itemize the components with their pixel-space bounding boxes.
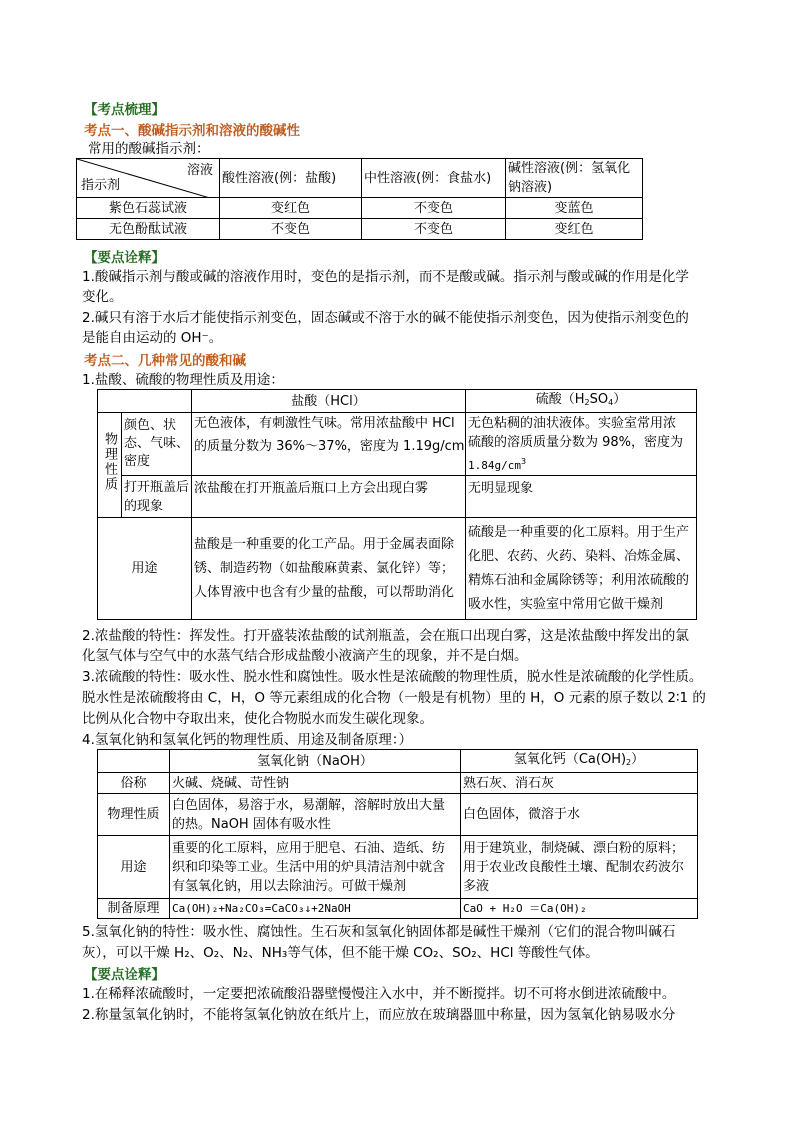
note-line: 变化。 — [82, 289, 123, 305]
empty-header-cell — [98, 750, 170, 773]
note-line: 是能自由运动的 OH⁻。 — [82, 330, 223, 346]
table-cell: 无色液体，有刺激性气味。常用浓盐酸中 HCl 的质量分数为 36%～37%，密度为 1.19g/cm — [192, 413, 466, 476]
paragraph-5: 灰），可以干燥 H₂、O₂、N₂、NH₃等气体，但不能干燥 CO₂、SO₂、HCl 等酸性气体。 — [82, 945, 599, 961]
group-label-cell — [98, 413, 122, 518]
empty-header-cell — [98, 390, 192, 413]
paragraph-1: 1.盐酸、硫酸的物理性质及用途： — [82, 372, 284, 388]
row-label: 无色酚酞试液 — [77, 219, 220, 240]
section-tag: 【考点梳理】 — [84, 102, 165, 118]
group-label: 物理性质 — [102, 432, 117, 492]
table-cell: 浓盐酸在打开瓶盖后瓶口上方会出现白雾 — [192, 476, 466, 518]
corner-top-label: 溶液 — [186, 163, 213, 178]
intro-text: 常用的酸碱指示剂： — [88, 141, 210, 157]
header-hcl: 盐酸（HCl） — [192, 390, 466, 413]
table-cell: 重要的化工原料，应用于肥皂、石油、造纸、纺 织和印染等工业。生活中用的炉具清洁剂中就含 有氢氧化钠，用以去除油污。可做干燥剂 — [170, 836, 461, 899]
table-cell: 不变色 — [362, 219, 506, 240]
table-cell: 不变色 — [220, 219, 362, 240]
row-label: 用途 — [98, 518, 192, 620]
paragraph-3: 比例从化合物中夺取出来，使化合物脱水而发生碳化现象。 — [82, 711, 433, 727]
table-row — [98, 413, 697, 476]
table-cell: 白色固体，易溶于水，易潮解，溶解时放出大量 的热。NaOH 固体有吸水性 — [170, 794, 461, 836]
paragraph-3: 3.浓硫酸的特性：吸水性、脱水性和腐蚀性。吸水性是浓硫酸的物理性质，脱水性是浓硫酸的化学性质。 — [82, 669, 703, 685]
table-header-cell: 中性溶液(例：食盐水) — [362, 159, 506, 198]
table-row — [98, 794, 698, 836]
acid-table — [97, 389, 697, 620]
table-cell: Ca(OH)₂+Na₂CO₃=CaCO₃↓+2NaOH — [170, 899, 461, 919]
note-line: 1.在稀释浓硫酸时，一定要把浓硫酸沿器壁慢慢注入水中，并不断搅拌。切不可将水倒进浓硫酸中。 — [82, 986, 676, 1002]
row-label: 紫色石蕊试液 — [77, 198, 220, 219]
table-row — [98, 773, 698, 794]
table-header-row — [98, 390, 697, 413]
table-row — [98, 518, 697, 620]
table-cell: 白色固体，微溶于水 — [461, 794, 698, 836]
header-caoh: 氢氧化钙$(Ca(OH)_2)$ — [461, 750, 698, 773]
base-table — [97, 749, 698, 919]
header-naoh: 氢氧化钠（NaOH） — [170, 750, 461, 773]
table-row — [77, 219, 643, 240]
table-cell: CaO + H₂O ＝Ca(OH)₂ — [461, 899, 698, 919]
paragraph-2: 2.浓盐酸的特性：挥发性。打开盛装浓盐酸的试剂瓶盖，会在瓶口出现白雾，这是浓盐酸中挥发出的氯 — [82, 628, 689, 644]
header-h2so4: 硫酸$(H_2SO_4)$ — [466, 390, 697, 413]
row-label: 制备原理 — [98, 899, 170, 919]
note-line: 1.酸碱指示剂与酸或碱的溶液作用时，变色的是指示剂，而不是酸或碱。指示剂与酸或碱的作用是化学 — [82, 269, 689, 285]
table-cell: 无色粘稠的油状液体。实验室常用浓 硫酸的溶质质量分数为 98%，密度为 $1.84g/cm^3$ — [466, 413, 697, 476]
table-cell: 熟石灰、消石灰 — [461, 773, 698, 794]
indicator-table — [76, 158, 643, 240]
note-line: 2.称量氢氧化钠时，不能将氢氧化钠放在纸片上，而应放在玻璃器皿中称量，因为氢氧化钠易吸水分 — [82, 1007, 676, 1023]
row-label: 俗称 — [98, 773, 170, 794]
table-header-cell: 酸性溶液(例：盐酸) — [220, 159, 362, 198]
note-line: 2.碱只有溶于水后才能使指示剂变色，固态碱或不溶于水的碱不能使指示剂变色，因为使指示剂变色的 — [82, 310, 689, 326]
row-label: 用途 — [98, 836, 170, 899]
table-cell: 硫酸是一种重要的化工原料。用于生产化肥、农药、火药、染料、冶炼金属、精炼石油和金属除锈等；利用浓硫酸的吸水性，实验室中常用它做干燥剂 — [466, 518, 697, 620]
section-title-2: 考点二、几种常见的酸和碱 — [84, 353, 246, 369]
row-label: 颜色、状态、气味、密度 — [122, 413, 192, 476]
table-cell: 用于建筑业，制烧碱、漂白粉的原料； 用于农业改良酸性土壤、配制农药波尔 多液 — [461, 836, 698, 899]
table-cell: 火碱、烧碱、苛性钠 — [170, 773, 461, 794]
table-row — [77, 198, 643, 219]
table-header-row — [77, 159, 643, 198]
table-header-cell: 碱性溶液(例：氢氧化钠溶液) — [506, 159, 643, 198]
paragraph-3: 脱水性是浓硫酸将由 C，H，O 等元素组成的化合物（一般是有机物）里的 H，O 元素的原子数以 2∶1 的 — [82, 690, 706, 706]
paragraph-4: 4.氢氧化钠和氢氧化钙的物理性质、用途及制备原理：） — [82, 732, 413, 748]
diagonal-header-cell — [77, 159, 220, 198]
paragraph-2: 化氢气体与空气中的水蒸气结合形成盐酸小液滴产生的现象，并不是白烟。 — [82, 648, 528, 664]
table-cell: 变蓝色 — [506, 198, 643, 219]
corner-bottom-label: 指示剂 — [81, 178, 121, 193]
table-cell: 变红色 — [220, 198, 362, 219]
row-label: 物理性质 — [98, 794, 170, 836]
note-tag: 【要点诠释】 — [84, 250, 165, 266]
table-cell: 变红色 — [506, 219, 643, 240]
section-title-1: 考点一、酸碱指示剂和溶液的酸碱性 — [84, 123, 300, 139]
table-header-row — [98, 750, 698, 773]
table-row — [98, 836, 698, 899]
table-row — [98, 476, 697, 518]
note-tag-2: 【要点诠释】 — [84, 967, 165, 983]
table-cell: 盐酸是一种重要的化工产品。用于金属表面除锈、制造药物（如盐酸麻黄素、氯化锌）等；人体胃液中也含有少量的盐酸，可以帮助消化 — [192, 518, 466, 620]
table-cell: 无明显现象 — [466, 476, 697, 518]
table-row — [98, 899, 698, 919]
paragraph-5: 5.氢氧化钠的特性：吸水性、腐蚀性。生石灰和氢氧化钠固体都是碱性干燥剂（它们的混合物叫碱石 — [82, 924, 676, 940]
table-cell: 不变色 — [362, 198, 506, 219]
row-label: 打开瓶盖后的现象 — [122, 476, 192, 518]
